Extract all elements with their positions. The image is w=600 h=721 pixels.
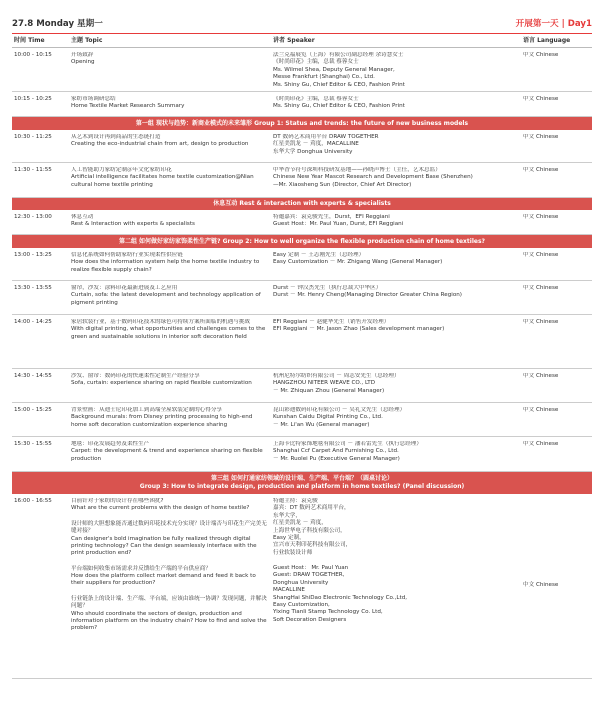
text-line: 目前针对于家纺的设计存在哪些困扰?	[71, 498, 164, 504]
text-line: 平台端如何收集市场需求并反馈给生产端的平台供应商？	[71, 565, 211, 572]
panel-question	[71, 596, 267, 633]
text-line: Easy Customization － Mr. Zhigang Wang (General Manager)	[273, 259, 443, 266]
session-language: 中文 Chinese	[523, 167, 559, 173]
group-banner-line: 第三组 如何打通家纺领域的设计端、生产端、平台端？（圆桌讨论）	[210, 475, 394, 483]
text-line: EFI Reggiani － Mr. Jason Zhao (Sales development manager)	[273, 326, 445, 333]
topic-lines	[71, 214, 267, 229]
text-line: － Mr. Zhiquan Zhou (General Manager)	[273, 387, 385, 394]
text-line: 行业链条上的设计端、生产端、平台端，应该由谁统一协调？发现问题，并解决问题？	[71, 595, 267, 610]
session-speaker	[273, 214, 523, 230]
text-line: Easy 定制 － 王志刚先生（总经理）	[273, 252, 365, 258]
text-line: 家居软装行业，基于数码印花技术的绿色可持续方案所面临的机遇与挑战	[71, 319, 251, 325]
text-line: How does the platform collect market demand and feed it back to their suppliers for production?	[71, 573, 256, 587]
topic-lines	[71, 373, 267, 388]
agenda-rows	[12, 48, 592, 679]
session-language: 中文 Chinese	[523, 52, 559, 58]
speaker-lines	[273, 52, 519, 87]
agenda-header	[12, 12, 592, 30]
text-line: 特邀主持：袁克骏	[273, 498, 318, 504]
col-language: 语言 Language	[523, 36, 571, 44]
session-time: 13:00 - 13:25	[14, 252, 52, 258]
session-time: 15:00 - 15:25	[14, 407, 52, 413]
topic-lines	[71, 52, 267, 67]
session-topic	[71, 167, 273, 193]
date-title: 27.8 Monday 星期一	[12, 18, 103, 29]
session-speaker	[273, 285, 523, 310]
group-banner-line: 第二组 如何做好家纺家饰柔性生产链? Group 2: How to well organize the flexible production chain of home textiles?	[118, 237, 486, 245]
session-speaker	[273, 441, 523, 467]
text-line: ShangHai ShiDao Electronic Technology Co.,Ltd,	[273, 594, 408, 601]
session-language: 中文 Chinese	[523, 319, 559, 325]
group-banner-line: 第一组 现状与趋势：新商业模式的未来雏形 Group 1: Status and trends: the future of new business models	[135, 119, 469, 127]
text-line: Curtain, sofa: the latest development and technology application of pigment printing	[71, 292, 261, 306]
session-language: 中文 Chinese	[523, 441, 559, 447]
session-language: 中文 Chinese	[523, 407, 559, 413]
text-line: Messe Frankfurt (Shanghai) Co., Ltd.	[273, 74, 375, 81]
day-label: 开展第一天 | Day1	[515, 18, 592, 29]
session-language: 中文 Chinese	[523, 96, 559, 102]
text-line: Guest: DRAW TOGETHER,	[273, 572, 345, 579]
text-line: Durst － Mr. Henry Cheng(Managing Director Greater China Region)	[273, 292, 462, 299]
group-banner	[12, 198, 592, 210]
topic-lines	[71, 167, 267, 189]
topic-lines	[71, 252, 267, 274]
text-line: DT 数码艺术商用平台 DRAW TOGETHER	[273, 134, 379, 140]
text-line: 休息互动	[71, 214, 94, 220]
text-line: MACALLINE	[273, 587, 305, 594]
session-time: 14:00 - 14:25	[14, 319, 52, 325]
text-line: Shanghai Ccf Carpet And Furnishing Co., Ltd.	[273, 448, 399, 455]
text-line: Background murals: from Disney printing processing to high-end home soft decoration customization experience sharing	[71, 414, 253, 428]
session-time: 15:30 - 15:55	[14, 441, 52, 447]
text-line: Creating the eco-industrial chain from art, design to production	[71, 141, 249, 148]
text-line: 上海卡比特家饰地毯有限公司 － 潘若雷先生（执行总经理）	[273, 441, 422, 447]
text-line: Ms. Shiny Gu, Chief Editor & CEO, Fashion Print	[273, 103, 405, 110]
topic-lines	[71, 407, 267, 429]
topic-lines	[71, 441, 267, 463]
text-line: 嘉宾：DT 数码艺术商用平台，	[273, 505, 350, 512]
panel-speakers	[273, 498, 519, 557]
session-row	[12, 281, 592, 315]
text-line: Chinese New Year Mascot Research and Development Base (Shenzhen)	[273, 174, 473, 181]
text-line: 设计师的大胆想象能否通过数码印花技术充分实现？设计端否与印花生产完美无缝对接？	[71, 520, 267, 535]
text-line: － Mr. Ruolei Pu (Executive General Manager)	[273, 455, 400, 462]
session-time: 10:30 - 11:25	[14, 134, 52, 140]
text-line: 东华大学，	[273, 512, 301, 519]
text-line: 特邀嘉宾：袁克骏先生，Durst，EFI Reggiani	[273, 214, 390, 220]
text-line: 红星美凯龙 － 蔫度，MACALLINE	[273, 141, 359, 148]
text-line: Easy 定制，	[273, 534, 305, 541]
session-row	[12, 369, 592, 403]
text-line: Donghua University	[273, 579, 329, 586]
text-line: Opening	[71, 59, 95, 66]
session-speaker	[273, 373, 523, 398]
text-line: 沙发、窗帘：数码印花的快速柔性定制生产经验分享	[71, 373, 200, 379]
speaker-lines	[273, 252, 519, 267]
text-line: Rest & Interaction with experts & specialists	[71, 221, 195, 228]
speaker-lines	[273, 285, 519, 300]
session-time: 10:00 - 10:15	[14, 52, 52, 58]
text-line: 信息化系统如何帮助家纺行业实现柔性供应链	[71, 252, 183, 258]
text-line: Yixing Tianli Stamp Technology Co. Ltd,	[273, 609, 383, 616]
col-topic: 主题 Topic	[71, 36, 103, 44]
group-banner-line: 休息互动 Rest & interaction with experts & specialists	[213, 200, 391, 208]
session-row	[12, 494, 592, 679]
panel-question	[71, 566, 267, 588]
text-line: HANGZHOU NITEER WEAVE CO., LTD	[273, 380, 376, 387]
topic-lines	[71, 285, 267, 307]
session-topic	[71, 373, 273, 398]
session-speaker	[273, 52, 523, 87]
text-line: Guest Host： Mr. Paul Yuan	[273, 565, 349, 571]
text-line: Soft Decoration Designers	[273, 616, 347, 623]
speaker-lines	[273, 134, 519, 156]
session-time: 10:15 - 10:25	[14, 96, 52, 102]
text-line: 开场致辞	[71, 52, 94, 58]
text-line: Carpet: the development & trend and experience sharing on flexible production	[71, 448, 263, 462]
text-line: Home Textile Market Research Summary	[71, 103, 185, 110]
text-line: 从艺术到设计再到商品的生态链打造	[71, 134, 161, 140]
text-line: 《时尚印花》主编，总裁 蔡蓉女士	[273, 96, 359, 102]
text-line: Guest Host：Mr. Paul Yuan, Durst, EFI Reggiani	[273, 221, 404, 228]
text-line: 《时尚印花》主编，总裁 蔡蓉女士	[273, 59, 359, 66]
text-line: Can designer's bold imagination be fully realized through digital printing technology? Can the design seamlessly interface with the print production end?	[71, 535, 257, 557]
text-line: 法兰克福展览（上海）有限公司副总经理 余诗慧女士	[273, 52, 404, 58]
session-topic	[71, 134, 273, 158]
text-line: 地毯：印花发展趋势及柔性生产	[71, 441, 150, 447]
group-banner	[12, 117, 592, 130]
col-speaker: 讲者 Speaker	[273, 36, 315, 44]
group-banner-line: Group 3: How to integrate design, production and platform in home textiles? (Panel discussion)	[139, 483, 465, 490]
text-line: What are the current problems with the design of home textile?	[71, 505, 250, 512]
text-line: 行业软装设计师	[273, 549, 313, 556]
session-topic	[71, 52, 273, 87]
text-line: 窗帘，沙发：涂料印花最新进展及工艺应用	[71, 285, 178, 291]
text-line: 家纺市场调研总结	[71, 96, 116, 102]
session-speaker	[273, 319, 523, 364]
session-row	[12, 315, 592, 369]
session-topic	[71, 441, 273, 467]
session-topic	[71, 319, 273, 364]
text-line: Durst － 钟汉杰先生（执行总裁大中华区）	[273, 285, 382, 291]
text-line: 宜兴市天利印花科技有限公司，	[273, 542, 352, 549]
col-time: 时间 Time	[14, 36, 45, 44]
session-speaker	[273, 96, 523, 112]
session-time: 13:30 - 13:55	[14, 285, 52, 291]
session-language: 中文 Chinese	[523, 373, 559, 379]
text-line: Kunshan Caidu Digital Printing Co., Ltd.	[273, 414, 383, 421]
text-line: Easy Customization,	[273, 601, 330, 608]
session-row	[12, 92, 592, 117]
session-row	[12, 403, 592, 437]
text-line: Ms. Shiny Gu, Chief Editor & CEO, Fashion Print	[273, 81, 405, 87]
session-speaker	[273, 498, 523, 674]
session-time: 14:30 - 14:55	[14, 373, 52, 379]
speaker-lines	[273, 373, 519, 395]
panel-speakers	[273, 565, 519, 624]
session-speaker	[273, 252, 523, 276]
topic-lines	[71, 96, 267, 111]
session-topic	[71, 285, 273, 310]
session-language: 中文 Chinese	[523, 582, 559, 588]
text-line: Ms. Wilmel Shea, Deputy General Manager,	[273, 66, 395, 73]
session-time: 12:30 - 13:00	[14, 214, 52, 220]
session-time: 11:30 - 11:55	[14, 167, 52, 173]
group-banner	[12, 472, 592, 494]
session-language: 中文 Chinese	[523, 285, 559, 291]
text-line: 上海世华电子科技有限公司，	[273, 527, 346, 534]
speaker-lines	[273, 167, 519, 189]
speaker-lines	[273, 214, 519, 229]
session-row	[12, 210, 592, 235]
session-topic	[71, 252, 273, 276]
text-line: Who should coordinate the sectors of design, production and information platform on the industry chain? How to find and solve the problem?	[71, 610, 267, 632]
text-line: 红星美凯龙 － 蔫度，	[273, 520, 327, 527]
session-row	[12, 48, 592, 92]
speaker-lines	[273, 407, 519, 429]
session-language: 中文 Chinese	[523, 134, 559, 140]
panel-question	[71, 498, 267, 513]
session-topic	[71, 407, 273, 432]
text-line: How does the information system help the home textile industry to realize flexible supply chain?	[71, 259, 260, 273]
session-topic	[71, 214, 273, 230]
text-line: EFI Reggiani － 赵健华先生（销售开发经理）	[273, 319, 390, 325]
text-line: Artificial intelligence facilitates home textile customization@Nian cultural home textile printing	[71, 174, 254, 188]
session-row	[12, 130, 592, 163]
speaker-lines	[273, 319, 519, 334]
column-headers	[12, 34, 592, 48]
session-speaker	[273, 134, 523, 158]
text-line: —Mr. Xiaosheng Sun (Director, Chief Art Director)	[273, 181, 412, 188]
session-row	[12, 163, 592, 198]
text-line: With digital printing, what opportunities and challenges comes to the green and sustainable solutions in interior soft decoration field	[71, 326, 266, 340]
panel-question	[71, 521, 267, 558]
session-row	[12, 248, 592, 281]
session-topic	[71, 498, 273, 674]
session-speaker	[273, 167, 523, 193]
text-line: 人工智能助力家纺定制＠年文化家纺印花	[71, 167, 172, 173]
text-line: 杭州尼特尔纺织有限公司 － 周志安先生（总经理）	[273, 373, 400, 379]
text-line: 昆山彩迪数码印花有限公司 － 吴礼文先生（总经理）	[273, 407, 406, 413]
text-line: 东华大学 Donghua University	[273, 148, 353, 155]
session-time: 16:00 - 16:55	[14, 498, 52, 504]
session-language: 中文 Chinese	[523, 252, 559, 258]
topic-lines	[71, 319, 267, 341]
text-line: 中华香节符号深圳科技研发基地——孙晓声博士（主任，艺术总监）	[273, 167, 441, 173]
session-topic	[71, 96, 273, 112]
speaker-lines	[273, 441, 519, 463]
text-line: － Mr. Li'an Wu (General manager)	[273, 421, 370, 428]
text-line: Sofa, curtain: experience sharing on rapid flexible customization	[71, 380, 252, 387]
text-line: 背景壁画：从迪士尼印花加工到高端全屋软装定制的心得分享	[71, 407, 223, 413]
session-language: 中文 Chinese	[523, 214, 559, 220]
speaker-lines	[273, 96, 519, 111]
session-row	[12, 437, 592, 472]
session-speaker	[273, 407, 523, 432]
topic-lines	[71, 134, 267, 149]
group-banner	[12, 235, 592, 248]
